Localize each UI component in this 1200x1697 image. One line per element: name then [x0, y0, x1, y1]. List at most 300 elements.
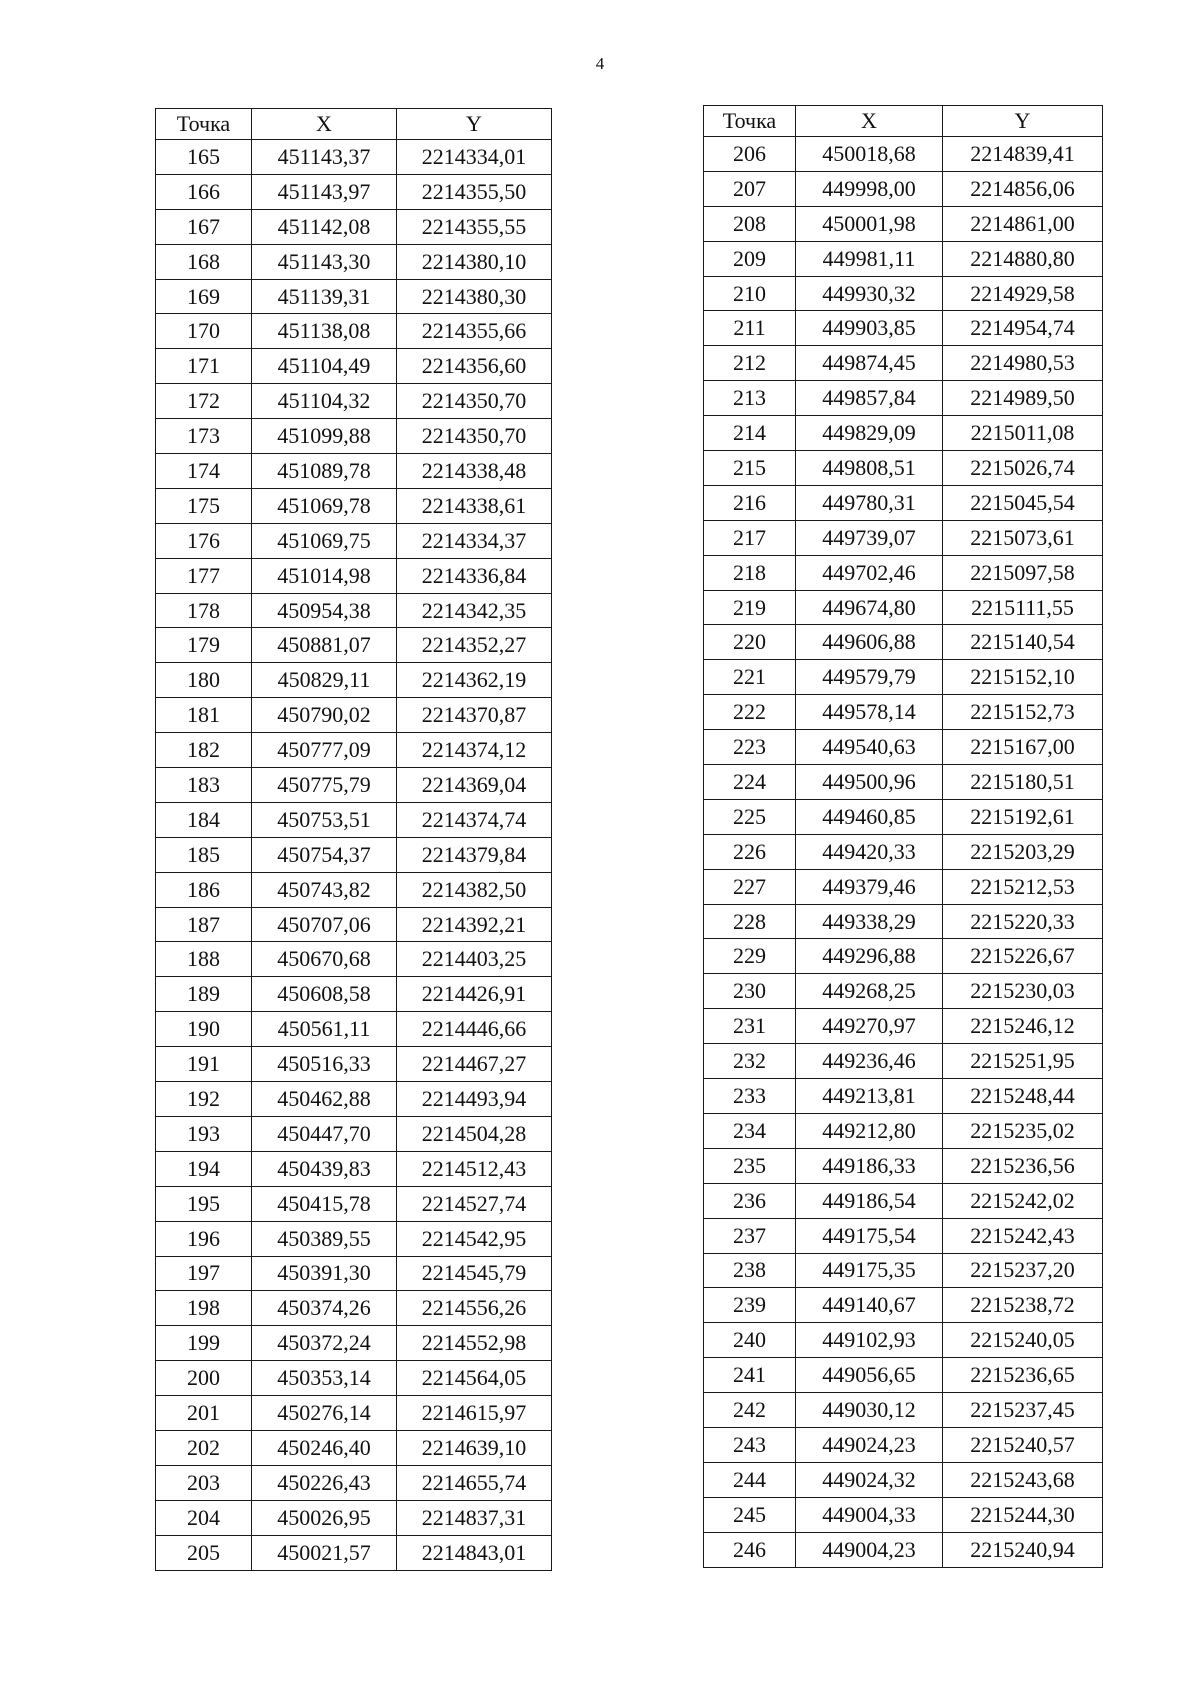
cell-y: 2214374,12 — [397, 733, 552, 768]
cell-y: 2215240,05 — [943, 1323, 1103, 1358]
cell-x: 450353,14 — [252, 1361, 397, 1396]
cell-point: 171 — [156, 349, 252, 384]
table-row — [156, 454, 552, 489]
cell-y: 2214556,26 — [397, 1291, 552, 1326]
cell-point: 198 — [156, 1291, 252, 1326]
cell-y: 2214954,74 — [943, 311, 1103, 346]
cell-x: 450391,30 — [252, 1256, 397, 1291]
cell-y: 2214369,04 — [397, 768, 552, 803]
cell-x: 450707,06 — [252, 907, 397, 942]
cell-point: 236 — [704, 1183, 796, 1218]
cell-point: 204 — [156, 1500, 252, 1535]
cell-y: 2214355,66 — [397, 314, 552, 349]
table-row — [156, 698, 552, 733]
cell-point: 211 — [704, 311, 796, 346]
table-row — [156, 1361, 552, 1396]
cell-x: 449578,14 — [796, 695, 943, 730]
cell-point: 221 — [704, 660, 796, 695]
cell-x: 449102,93 — [796, 1323, 943, 1358]
table-row — [156, 1116, 552, 1151]
table-row — [704, 869, 1103, 904]
table-row — [704, 730, 1103, 765]
table-row — [704, 590, 1103, 625]
table-row — [156, 523, 552, 558]
table-row — [704, 1427, 1103, 1462]
cell-x: 449056,65 — [796, 1358, 943, 1393]
cell-point: 195 — [156, 1186, 252, 1221]
cell-x: 449874,45 — [796, 346, 943, 381]
cell-y: 2215192,61 — [943, 799, 1103, 834]
table-row — [156, 209, 552, 244]
table-body — [704, 137, 1103, 1568]
cell-point: 207 — [704, 171, 796, 206]
table-row — [156, 663, 552, 698]
cell-y: 2214352,27 — [397, 628, 552, 663]
cell-y: 2214355,50 — [397, 174, 552, 209]
table-row — [704, 1218, 1103, 1253]
cell-point: 186 — [156, 872, 252, 907]
cell-point: 193 — [156, 1116, 252, 1151]
table-row — [156, 802, 552, 837]
cell-point: 170 — [156, 314, 252, 349]
cell-x: 450829,11 — [252, 663, 397, 698]
cell-point: 167 — [156, 209, 252, 244]
cell-x: 449460,85 — [796, 799, 943, 834]
cell-x: 449903,85 — [796, 311, 943, 346]
cell-y: 2214338,61 — [397, 488, 552, 523]
table-row — [704, 1044, 1103, 1079]
table-row — [156, 488, 552, 523]
table-row — [156, 1500, 552, 1535]
cell-x: 449030,12 — [796, 1393, 943, 1428]
table-header-row — [156, 109, 552, 140]
cell-x: 449579,79 — [796, 660, 943, 695]
cell-x: 450670,68 — [252, 942, 397, 977]
table-row — [704, 1462, 1103, 1497]
table-row — [156, 279, 552, 314]
cell-y: 2214380,30 — [397, 279, 552, 314]
cell-point: 244 — [704, 1462, 796, 1497]
table-row — [156, 1256, 552, 1291]
cell-point: 184 — [156, 802, 252, 837]
cell-point: 217 — [704, 520, 796, 555]
table-row — [704, 346, 1103, 381]
cell-y: 2214564,05 — [397, 1361, 552, 1396]
cell-point: 246 — [704, 1532, 796, 1567]
cell-point: 230 — [704, 974, 796, 1009]
cell-point: 213 — [704, 381, 796, 416]
table-row — [704, 939, 1103, 974]
cell-point: 233 — [704, 1079, 796, 1114]
cell-y: 2214336,84 — [397, 558, 552, 593]
cell-point: 239 — [704, 1288, 796, 1323]
cell-y: 2214342,35 — [397, 593, 552, 628]
cell-point: 180 — [156, 663, 252, 698]
header-point: Точка — [704, 106, 796, 137]
table-row — [704, 485, 1103, 520]
cell-y: 2214843,01 — [397, 1535, 552, 1570]
table-row — [704, 1113, 1103, 1148]
cell-x: 451069,75 — [252, 523, 397, 558]
cell-point: 176 — [156, 523, 252, 558]
table-row — [704, 1358, 1103, 1393]
header-y: Y — [397, 109, 552, 140]
cell-y: 2215240,57 — [943, 1427, 1103, 1462]
cell-x: 450753,51 — [252, 802, 397, 837]
cell-y: 2215140,54 — [943, 625, 1103, 660]
cell-x: 449024,23 — [796, 1427, 943, 1462]
cell-y: 2215026,74 — [943, 451, 1103, 486]
table-row — [156, 733, 552, 768]
table-row — [156, 907, 552, 942]
table-row — [156, 384, 552, 419]
cell-x: 450561,11 — [252, 1012, 397, 1047]
table-row — [704, 1253, 1103, 1288]
cell-y: 2214382,50 — [397, 872, 552, 907]
table-row — [704, 1009, 1103, 1044]
cell-y: 2215152,73 — [943, 695, 1103, 730]
cell-y: 2214861,00 — [943, 206, 1103, 241]
cell-y: 2215230,03 — [943, 974, 1103, 1009]
cell-x: 449540,63 — [796, 730, 943, 765]
cell-x: 449500,96 — [796, 765, 943, 800]
table-row — [704, 834, 1103, 869]
cell-y: 2214493,94 — [397, 1082, 552, 1117]
cell-point: 224 — [704, 765, 796, 800]
cell-point: 173 — [156, 419, 252, 454]
cell-point: 237 — [704, 1218, 796, 1253]
cell-x: 449829,09 — [796, 416, 943, 451]
cell-x: 450608,58 — [252, 977, 397, 1012]
cell-y: 2215073,61 — [943, 520, 1103, 555]
cell-x: 450226,43 — [252, 1465, 397, 1500]
cell-y: 2214446,66 — [397, 1012, 552, 1047]
table-row — [704, 660, 1103, 695]
table-row — [704, 137, 1103, 172]
cell-x: 449857,84 — [796, 381, 943, 416]
cell-point: 194 — [156, 1151, 252, 1186]
cell-y: 2214379,84 — [397, 837, 552, 872]
page-number: 4 — [595, 54, 605, 73]
cell-x: 451143,37 — [252, 140, 397, 175]
cell-x: 450447,70 — [252, 1116, 397, 1151]
cell-point: 242 — [704, 1393, 796, 1428]
cell-x: 450754,37 — [252, 837, 397, 872]
cell-point: 206 — [704, 137, 796, 172]
cell-y: 2215248,44 — [943, 1079, 1103, 1114]
cell-point: 201 — [156, 1396, 252, 1431]
cell-point: 235 — [704, 1148, 796, 1183]
cell-y: 2214504,28 — [397, 1116, 552, 1151]
cell-point: 243 — [704, 1427, 796, 1462]
table-row — [704, 1183, 1103, 1218]
header-y: Y — [943, 106, 1103, 137]
cell-point: 178 — [156, 593, 252, 628]
cell-x: 449780,31 — [796, 485, 943, 520]
cell-point: 192 — [156, 1082, 252, 1117]
cell-x: 449674,80 — [796, 590, 943, 625]
cell-x: 450775,79 — [252, 768, 397, 803]
cell-y: 2215242,02 — [943, 1183, 1103, 1218]
cell-x: 449236,46 — [796, 1044, 943, 1079]
cell-point: 190 — [156, 1012, 252, 1047]
cell-y: 2215246,12 — [943, 1009, 1103, 1044]
cell-y: 2214374,74 — [397, 802, 552, 837]
cell-y: 2214356,60 — [397, 349, 552, 384]
cell-x: 449024,32 — [796, 1462, 943, 1497]
cell-point: 174 — [156, 454, 252, 489]
cell-point: 241 — [704, 1358, 796, 1393]
cell-point: 232 — [704, 1044, 796, 1079]
header-point: Точка — [156, 109, 252, 140]
cell-y: 2215237,45 — [943, 1393, 1103, 1428]
cell-x: 451089,78 — [252, 454, 397, 489]
cell-y: 2214837,31 — [397, 1500, 552, 1535]
cell-point: 208 — [704, 206, 796, 241]
cell-y: 2215238,72 — [943, 1288, 1103, 1323]
cell-y: 2214980,53 — [943, 346, 1103, 381]
cell-point: 182 — [156, 733, 252, 768]
cell-point: 203 — [156, 1465, 252, 1500]
cell-y: 2215242,43 — [943, 1218, 1103, 1253]
table-row — [704, 416, 1103, 451]
cell-x: 449420,33 — [796, 834, 943, 869]
table-row — [156, 314, 552, 349]
table-row — [704, 241, 1103, 276]
cell-x: 449175,35 — [796, 1253, 943, 1288]
cell-x: 451142,08 — [252, 209, 397, 244]
table-row — [156, 1430, 552, 1465]
table-row — [704, 1497, 1103, 1532]
table-row — [156, 1535, 552, 1570]
table-row — [704, 1532, 1103, 1567]
table-row — [156, 1151, 552, 1186]
table-row — [156, 977, 552, 1012]
cell-y: 2215244,30 — [943, 1497, 1103, 1532]
table-row — [156, 837, 552, 872]
table-row — [156, 942, 552, 977]
table-row — [156, 1047, 552, 1082]
cell-y: 2214880,80 — [943, 241, 1103, 276]
table-row — [156, 558, 552, 593]
cell-y: 2215251,95 — [943, 1044, 1103, 1079]
cell-point: 183 — [156, 768, 252, 803]
cell-point: 166 — [156, 174, 252, 209]
coordinates-table-left — [155, 108, 552, 1571]
cell-point: 165 — [156, 140, 252, 175]
cell-x: 449175,54 — [796, 1218, 943, 1253]
cell-point: 181 — [156, 698, 252, 733]
cell-x: 450001,98 — [796, 206, 943, 241]
cell-x: 450439,83 — [252, 1151, 397, 1186]
cell-y: 2214392,21 — [397, 907, 552, 942]
cell-y: 2215045,54 — [943, 485, 1103, 520]
cell-point: 215 — [704, 451, 796, 486]
cell-y: 2214545,79 — [397, 1256, 552, 1291]
cell-y: 2214542,95 — [397, 1221, 552, 1256]
cell-x: 449981,11 — [796, 241, 943, 276]
table-row — [704, 311, 1103, 346]
cell-y: 2214615,97 — [397, 1396, 552, 1431]
cell-point: 226 — [704, 834, 796, 869]
cell-y: 2214512,43 — [397, 1151, 552, 1186]
cell-x: 449808,51 — [796, 451, 943, 486]
table-row — [704, 765, 1103, 800]
cell-x: 449606,88 — [796, 625, 943, 660]
cell-x: 451143,30 — [252, 244, 397, 279]
table-row — [156, 140, 552, 175]
table-row — [156, 1186, 552, 1221]
cell-y: 2214350,70 — [397, 384, 552, 419]
cell-point: 214 — [704, 416, 796, 451]
cell-x: 449004,33 — [796, 1497, 943, 1532]
cell-y: 2215203,29 — [943, 834, 1103, 869]
cell-y: 2215220,33 — [943, 904, 1103, 939]
cell-point: 228 — [704, 904, 796, 939]
table-row — [156, 419, 552, 454]
cell-point: 196 — [156, 1221, 252, 1256]
table-row — [704, 555, 1103, 590]
table-row — [156, 628, 552, 663]
cell-x: 450018,68 — [796, 137, 943, 172]
cell-point: 245 — [704, 1497, 796, 1532]
cell-x: 450374,26 — [252, 1291, 397, 1326]
table-row — [704, 171, 1103, 206]
cell-point: 210 — [704, 276, 796, 311]
cell-y: 2215167,00 — [943, 730, 1103, 765]
cell-x: 451143,97 — [252, 174, 397, 209]
table-row — [704, 276, 1103, 311]
table-row — [156, 1291, 552, 1326]
cell-y: 2214856,06 — [943, 171, 1103, 206]
cell-x: 450462,88 — [252, 1082, 397, 1117]
cell-point: 229 — [704, 939, 796, 974]
cell-y: 2215212,53 — [943, 869, 1103, 904]
table-row — [704, 451, 1103, 486]
table-row — [156, 244, 552, 279]
cell-point: 202 — [156, 1430, 252, 1465]
cell-point: 168 — [156, 244, 252, 279]
cell-y: 2214989,50 — [943, 381, 1103, 416]
cell-point: 191 — [156, 1047, 252, 1082]
cell-point: 185 — [156, 837, 252, 872]
cell-x: 450954,38 — [252, 593, 397, 628]
cell-y: 2214370,87 — [397, 698, 552, 733]
table-row — [704, 1323, 1103, 1358]
cell-y: 2215180,51 — [943, 765, 1103, 800]
cell-x: 450415,78 — [252, 1186, 397, 1221]
cell-y: 2214839,41 — [943, 137, 1103, 172]
table-row — [156, 1012, 552, 1047]
cell-point: 222 — [704, 695, 796, 730]
cell-y: 2215243,68 — [943, 1462, 1103, 1497]
cell-x: 449186,33 — [796, 1148, 943, 1183]
table-row — [704, 1393, 1103, 1428]
cell-point: 175 — [156, 488, 252, 523]
cell-point: 188 — [156, 942, 252, 977]
cell-y: 2215236,65 — [943, 1358, 1103, 1393]
table-row — [704, 381, 1103, 416]
cell-x: 449268,25 — [796, 974, 943, 1009]
cell-point: 231 — [704, 1009, 796, 1044]
cell-x: 450026,95 — [252, 1500, 397, 1535]
cell-y: 2214527,74 — [397, 1186, 552, 1221]
cell-x: 451138,08 — [252, 314, 397, 349]
cell-x: 449213,81 — [796, 1079, 943, 1114]
cell-x: 449379,46 — [796, 869, 943, 904]
cell-y: 2215235,02 — [943, 1113, 1103, 1148]
cell-x: 450389,55 — [252, 1221, 397, 1256]
table-row — [156, 1082, 552, 1117]
cell-y: 2214355,55 — [397, 209, 552, 244]
cell-y: 2215236,56 — [943, 1148, 1103, 1183]
cell-y: 2214403,25 — [397, 942, 552, 977]
cell-point: 209 — [704, 241, 796, 276]
cell-x: 450276,14 — [252, 1396, 397, 1431]
table-row — [704, 1148, 1103, 1183]
table-row — [156, 1465, 552, 1500]
cell-y: 2214334,01 — [397, 140, 552, 175]
cell-y: 2214929,58 — [943, 276, 1103, 311]
table-row — [704, 625, 1103, 660]
table-row — [704, 695, 1103, 730]
cell-y: 2215237,20 — [943, 1253, 1103, 1288]
cell-y: 2214338,48 — [397, 454, 552, 489]
cell-x: 450743,82 — [252, 872, 397, 907]
cell-y: 2215152,10 — [943, 660, 1103, 695]
table-row — [156, 1396, 552, 1431]
coordinates-table-right — [703, 105, 1103, 1568]
cell-point: 220 — [704, 625, 796, 660]
cell-x: 451104,49 — [252, 349, 397, 384]
cell-x: 450881,07 — [252, 628, 397, 663]
cell-x: 449186,54 — [796, 1183, 943, 1218]
cell-point: 169 — [156, 279, 252, 314]
cell-point: 205 — [156, 1535, 252, 1570]
cell-y: 2215240,94 — [943, 1532, 1103, 1567]
table-row — [704, 799, 1103, 834]
cell-point: 227 — [704, 869, 796, 904]
cell-point: 187 — [156, 907, 252, 942]
table-row — [156, 349, 552, 384]
cell-y: 2214552,98 — [397, 1326, 552, 1361]
cell-point: 218 — [704, 555, 796, 590]
cell-x: 450516,33 — [252, 1047, 397, 1082]
table-body — [156, 140, 552, 1571]
cell-x: 450372,24 — [252, 1326, 397, 1361]
cell-y: 2215097,58 — [943, 555, 1103, 590]
cell-x: 451014,98 — [252, 558, 397, 593]
cell-x: 449270,97 — [796, 1009, 943, 1044]
cell-x: 450021,57 — [252, 1535, 397, 1570]
cell-x: 449296,88 — [796, 939, 943, 974]
table-row — [156, 768, 552, 803]
cell-x: 450246,40 — [252, 1430, 397, 1465]
cell-y: 2214655,74 — [397, 1465, 552, 1500]
cell-point: 172 — [156, 384, 252, 419]
table-row — [704, 974, 1103, 1009]
cell-x: 450790,02 — [252, 698, 397, 733]
cell-x: 451099,88 — [252, 419, 397, 454]
cell-y: 2215011,08 — [943, 416, 1103, 451]
cell-y: 2214362,19 — [397, 663, 552, 698]
table-row — [704, 1288, 1103, 1323]
header-x: X — [796, 106, 943, 137]
cell-y: 2214639,10 — [397, 1430, 552, 1465]
cell-x: 450777,09 — [252, 733, 397, 768]
table-row — [704, 904, 1103, 939]
table-row — [156, 872, 552, 907]
